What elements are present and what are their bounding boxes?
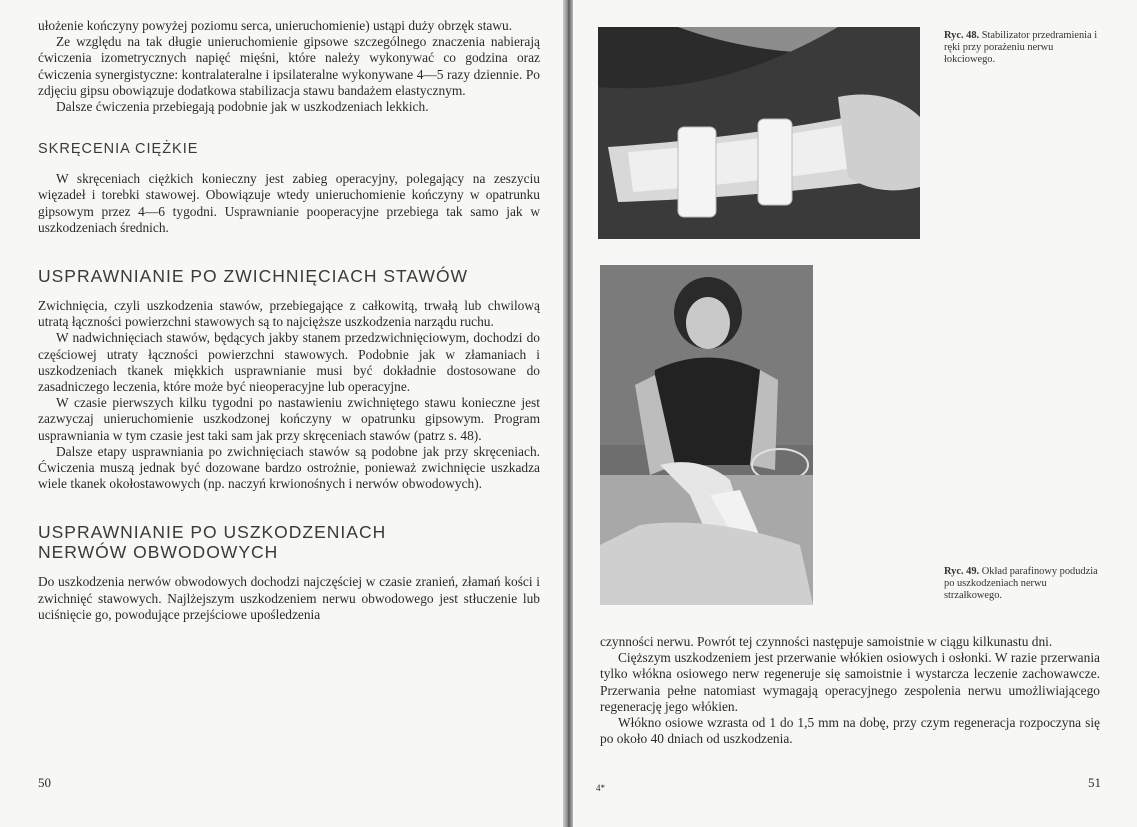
- page-number: 51: [1088, 775, 1101, 790]
- section-heading-nerves: [38, 522, 540, 562]
- section-heading-dislocations: USPRAWNIANIE PO ZWICHNIĘCIACH STAWÓW: [38, 266, 469, 287]
- paragraph: Cięższym uszkodzeniem jest przerwanie włókien osiowych i osłonki. W razie przerwania tylko włókna osiowego nerw regeneruje się samoistnie i wystarcza leczenie zachowawcze. Przerwania pełne natomiast wymagają operacyjnego zespolenia nerwu umożliwiającego regenerację jego włókien.: [600, 650, 1100, 714]
- paragraph: Dalsze etapy usprawniania po zwichnięciach stawów są podobne jak przy skręceniach. Ćwiczenia muszą jednak być dozowane bardzo ostrożnie, ponieważ zwichnięcie uszkadza wiele tkanek okołostawowych (np. naczyń krwionośnych i nerwów obwodowych).: [38, 443, 540, 492]
- figure-49-photo: [600, 265, 813, 605]
- paragraph: W czasie pierwszych kilku tygodni po nastawieniu zwichniętego stawu konieczne jest zazwyczaj unieruchomienie uszkodzonej kończyny w opatrunku gipsowym. Program usprawniania w tym czasie jest taki sam jak przy skręceniach stawów (patrz s. 48).: [38, 395, 540, 443]
- paragraph: Ze względu na tak długie unieruchomienie gipsowe szczególnego znaczenia nabierają ćwiczenia izometrycznych napięć mięśni, które należy wykonywać co godzina oraz ćwiczenia synergistyczne: kontralateralne i ipsilateralne wykonywane 4—5 razy dziennie. Po zdjęciu gipsu obowiązuje dodatkowa stabilizacja stawu bandażem elastycznym.: [38, 34, 540, 98]
- paragraph: W skręceniach ciężkich konieczny jest zabieg operacyjny, polegający na zeszyciu więzadeł i torebki stawowej. Obowiązuje wtedy unieruchomienie kończyny w opatrunku gipsowym przez 4—6 tygodni. Usprawnianie pooperacyjne przebiega tak samo jak w uszkodzeniach średnich.: [38, 171, 540, 235]
- right-body-text: [600, 634, 1100, 747]
- figure-48-photo: [598, 27, 920, 239]
- paragraph: czynności nerwu. Powrót tej czynności następuje samoistnie w ciągu kilkunastu dni.: [600, 634, 1053, 649]
- heading-line: USPRAWNIANIE PO USZKODZENIACH: [38, 522, 387, 543]
- caption-text: Stabilizator przedramienia i ręki przy porażeniu nerwu łokciowego.: [944, 30, 1098, 65]
- forearm-stabilizer-illustration: [598, 27, 920, 239]
- figure-label: Ryc. 48.: [944, 30, 980, 41]
- paragraph: ułożenie kończyny powyżej poziomu serca, unieruchomienie) ustąpi duży obrzęk stawu.: [38, 18, 513, 33]
- paragraph: W nadwichnięciach stawów, będących jakby stanem przedzwichnięciowym, dochodzi do częściowej utraty łączności powierzchni stawowych. Podobnie jak w złamaniach i uszkodzeniach tkanek miękkich usprawnianie musi być dokładnie dostosowane do zasadniczego leczenia, które może być nieoperacyjne lub operacyjne.: [38, 330, 540, 395]
- figure-label: Ryc. 49.: [944, 566, 980, 577]
- page-number: 50: [38, 775, 51, 790]
- figure-48-caption: [944, 30, 1104, 66]
- paragraph: Włókno osiowe wzrasta od 1 do 1,5 mm na dobę, przy czym regeneracja rozpoczyna się po około 40 dniach od uszkodzenia.: [600, 715, 1100, 747]
- book-gutter: [563, 0, 573, 827]
- paraffin-wrap-illustration: [600, 265, 813, 605]
- paragraph: Zwichnięcia, czyli uszkodzenia stawów, przebiegające z całkowitą, trwałą lub chwilową utratą łączności powierzchni stawowych są to najcięższe uszkodzenia narządu ruchu.: [38, 298, 540, 330]
- printer-signature: 4*: [596, 783, 605, 793]
- caption-text: Okład parafinowy podudzia po uszkodzeniach nerwu strzałkowego.: [944, 566, 1098, 601]
- left-page: [0, 0, 566, 827]
- left-body-text: [38, 18, 540, 623]
- heading-line: NERWÓW OBWODOWYCH: [38, 542, 279, 563]
- paragraph: Dalsze ćwiczenia przebiegają podobnie jak w uszkodzeniach lekkich.: [56, 99, 429, 115]
- figure-49-caption: [944, 566, 1104, 602]
- section-heading-sprains: SKRĘCENIA CIĘŻKIE: [38, 141, 199, 158]
- paragraph: Do uszkodzenia nerwów obwodowych dochodzi najczęściej w czasie zranień, złamań kości i zwichnięć stawowych. Najlżejszym uszkodzeniem nerwu obwodowego jest stłuczenie lub uciśnięcie go, powodujące przejściowe upośledzenia: [38, 574, 540, 622]
